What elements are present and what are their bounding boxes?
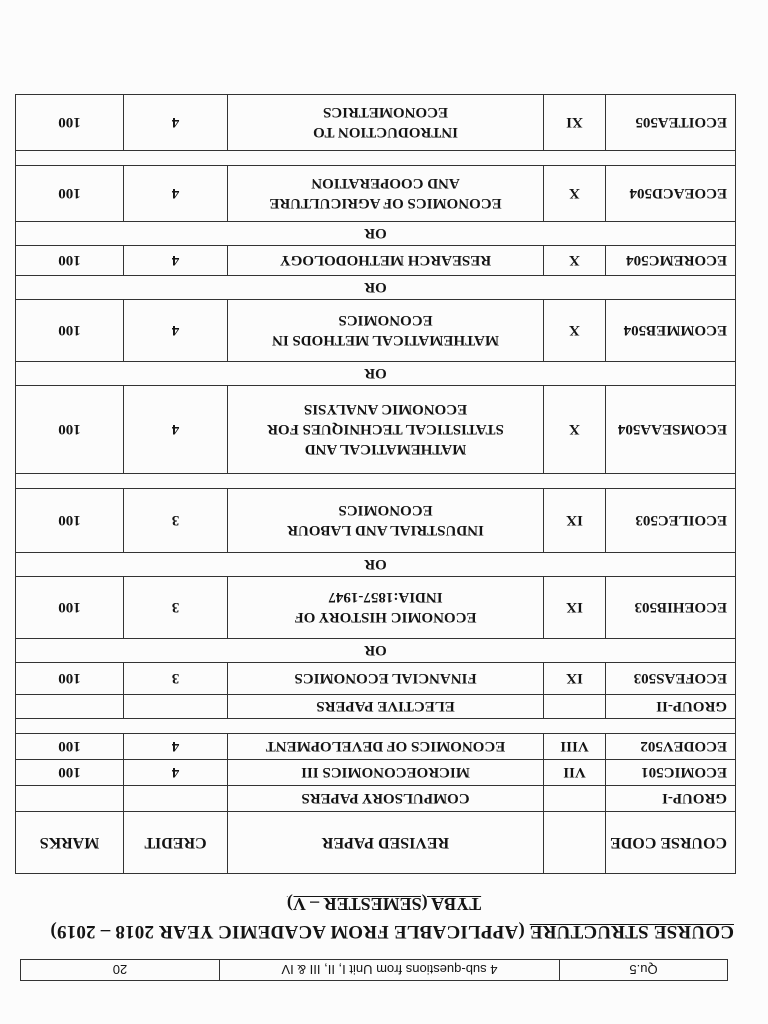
blank-cell	[16, 719, 736, 734]
course-code: ECOEHIB503	[606, 577, 736, 639]
course-code: ECOREMC504	[606, 246, 736, 276]
marks-value: 100	[16, 760, 124, 786]
header-sem-blank	[544, 812, 606, 874]
marks-value: 100	[16, 386, 124, 474]
table-row	[16, 663, 736, 695]
semester-heading	[0, 893, 768, 914]
header-credit: CREDIT	[124, 812, 228, 874]
header-revised-paper: REVISED PAPER	[228, 812, 544, 874]
or-label: OR	[16, 222, 736, 246]
table-header-row	[16, 812, 736, 874]
paper-title-line: FINANCIAL ECONOMICS	[294, 670, 477, 687]
heading-rest: (APPLICABLE FROM ACADEMIC YEAR 2018 – 2019)	[50, 921, 530, 942]
paper-title	[228, 663, 544, 695]
group-marks-blank	[16, 695, 124, 719]
question-number: Qu.5	[559, 960, 727, 980]
paper-title-line: MATHEMATICAL METHODS IN	[272, 332, 499, 349]
table-row	[16, 300, 736, 362]
blank-row	[16, 474, 736, 489]
paper-title	[228, 246, 544, 276]
credit-value: 4	[124, 734, 228, 760]
header-marks: MARKS	[16, 812, 124, 874]
header-course-code: COURSE CODE	[606, 812, 736, 874]
paper-title-line: ECONOMIC HISTORY OF	[294, 609, 477, 626]
paper-title: MICROECONOMICS III	[228, 760, 544, 786]
or-row	[16, 362, 736, 386]
paper-title-line: AND COOPERATION	[311, 175, 460, 192]
group-credit-blank	[124, 695, 228, 719]
group-code: GROUP-I	[606, 786, 736, 812]
paper-title-line: ECONOMICS	[338, 312, 433, 329]
group-marks-blank	[16, 786, 124, 812]
table-row	[16, 166, 736, 222]
paper-title-line: INDUSTRIAL AND LABOUR	[287, 522, 484, 539]
course-code: ECOMMEB504	[606, 300, 736, 362]
blank-cell	[16, 151, 736, 166]
credit-value: 3	[124, 577, 228, 639]
blank-row	[16, 151, 736, 166]
question-description: 4 sub-questions from Unit I, II, III & IV	[219, 960, 559, 980]
course-code: ECOFEAS503	[606, 663, 736, 695]
paper-title	[228, 489, 544, 553]
or-label: OR	[16, 553, 736, 577]
paper-title-line: ECONOMICS	[338, 502, 433, 519]
or-row	[16, 222, 736, 246]
or-label: OR	[16, 362, 736, 386]
credit-value: 4	[124, 166, 228, 222]
semester-numeral: IX	[544, 577, 606, 639]
marks-value: 100	[16, 246, 124, 276]
paper-title: ECONOMICS OF DEVELOPMENT	[228, 734, 544, 760]
question-marks: 20	[112, 962, 128, 978]
or-label: OR	[16, 276, 736, 300]
course-table	[15, 94, 736, 874]
semester-numeral: X	[544, 386, 606, 474]
paper-title	[228, 166, 544, 222]
semester-numeral: VII	[544, 760, 606, 786]
group-sem-blank	[544, 786, 606, 812]
table-row	[16, 386, 736, 474]
credit-value: 4	[124, 300, 228, 362]
paper-title	[228, 95, 544, 151]
semester-numeral: X	[544, 246, 606, 276]
or-label: OR	[16, 639, 736, 663]
or-row	[16, 639, 736, 663]
course-code: ECOMIC501	[606, 760, 736, 786]
group-title: COMPULSORY PAPERS	[228, 786, 544, 812]
course-code: ECOITEA505	[606, 95, 736, 151]
paper-title-line: INTRODUCTION TO	[313, 124, 458, 141]
semester-numeral: X	[544, 300, 606, 362]
credit-value: 4	[124, 95, 228, 151]
or-row	[16, 553, 736, 577]
credit-value: 3	[124, 663, 228, 695]
group-code: GROUP-II	[606, 695, 736, 719]
credit-value: 4	[124, 760, 228, 786]
credit-value: 4	[124, 386, 228, 474]
paper-title-line: ECONOMICS OF AGRICULTURE	[269, 195, 502, 212]
marks-value: 100	[16, 734, 124, 760]
marks-value: 100	[16, 663, 124, 695]
paper-title	[228, 300, 544, 362]
course-structure-heading	[14, 920, 734, 942]
group-row	[16, 695, 736, 719]
table-row	[16, 95, 736, 151]
semester-numeral: IX	[544, 663, 606, 695]
paper-title-line: STATISTICAL TECHNIQUES FOR	[267, 421, 504, 438]
credit-value: 3	[124, 489, 228, 553]
paper-title-line: MATHEMATICAL AND	[304, 441, 467, 458]
table-row	[16, 577, 736, 639]
paper-title-line: ECONOMETRICS	[322, 104, 449, 121]
course-code: ECOMSEAA504	[606, 386, 736, 474]
course-code: ECOILEC503	[606, 489, 736, 553]
marks-value: 100	[16, 577, 124, 639]
blank-cell	[16, 474, 736, 489]
table-row	[16, 760, 736, 786]
marks-value: 100	[16, 489, 124, 553]
paper-title	[228, 577, 544, 639]
credit-value: 4	[124, 246, 228, 276]
table-row	[16, 246, 736, 276]
heading-underlined: COURSE STRUCTURE	[529, 921, 734, 942]
semester-numeral: VIII	[544, 734, 606, 760]
paper-title-line: INDIA:1857-1947	[328, 589, 443, 606]
course-code: ECODEV502	[606, 734, 736, 760]
group-row	[16, 786, 736, 812]
paper-title	[228, 386, 544, 474]
group-title: ELECTIVE PAPERS	[228, 695, 544, 719]
group-sem-blank	[544, 695, 606, 719]
paper-title-line: ECONOMIC ANALYSIS	[303, 401, 468, 418]
question-table	[20, 959, 728, 981]
semester-numeral: IX	[544, 489, 606, 553]
marks-value: 100	[16, 95, 124, 151]
or-row	[16, 276, 736, 300]
marks-value: 100	[16, 166, 124, 222]
course-code: ECOEACD504	[606, 166, 736, 222]
paper-title-line: RESEARCH METHODOLOGY	[279, 252, 492, 269]
marks-value: 100	[16, 300, 124, 362]
semester-numeral: X	[544, 166, 606, 222]
blank-row	[16, 719, 736, 734]
table-row	[16, 489, 736, 553]
table-row	[16, 734, 736, 760]
course-table-body	[16, 95, 736, 874]
group-credit-blank	[124, 786, 228, 812]
semester-heading-text: TYBA (SEMESTER – V)	[286, 894, 482, 914]
semester-numeral: XI	[544, 95, 606, 151]
